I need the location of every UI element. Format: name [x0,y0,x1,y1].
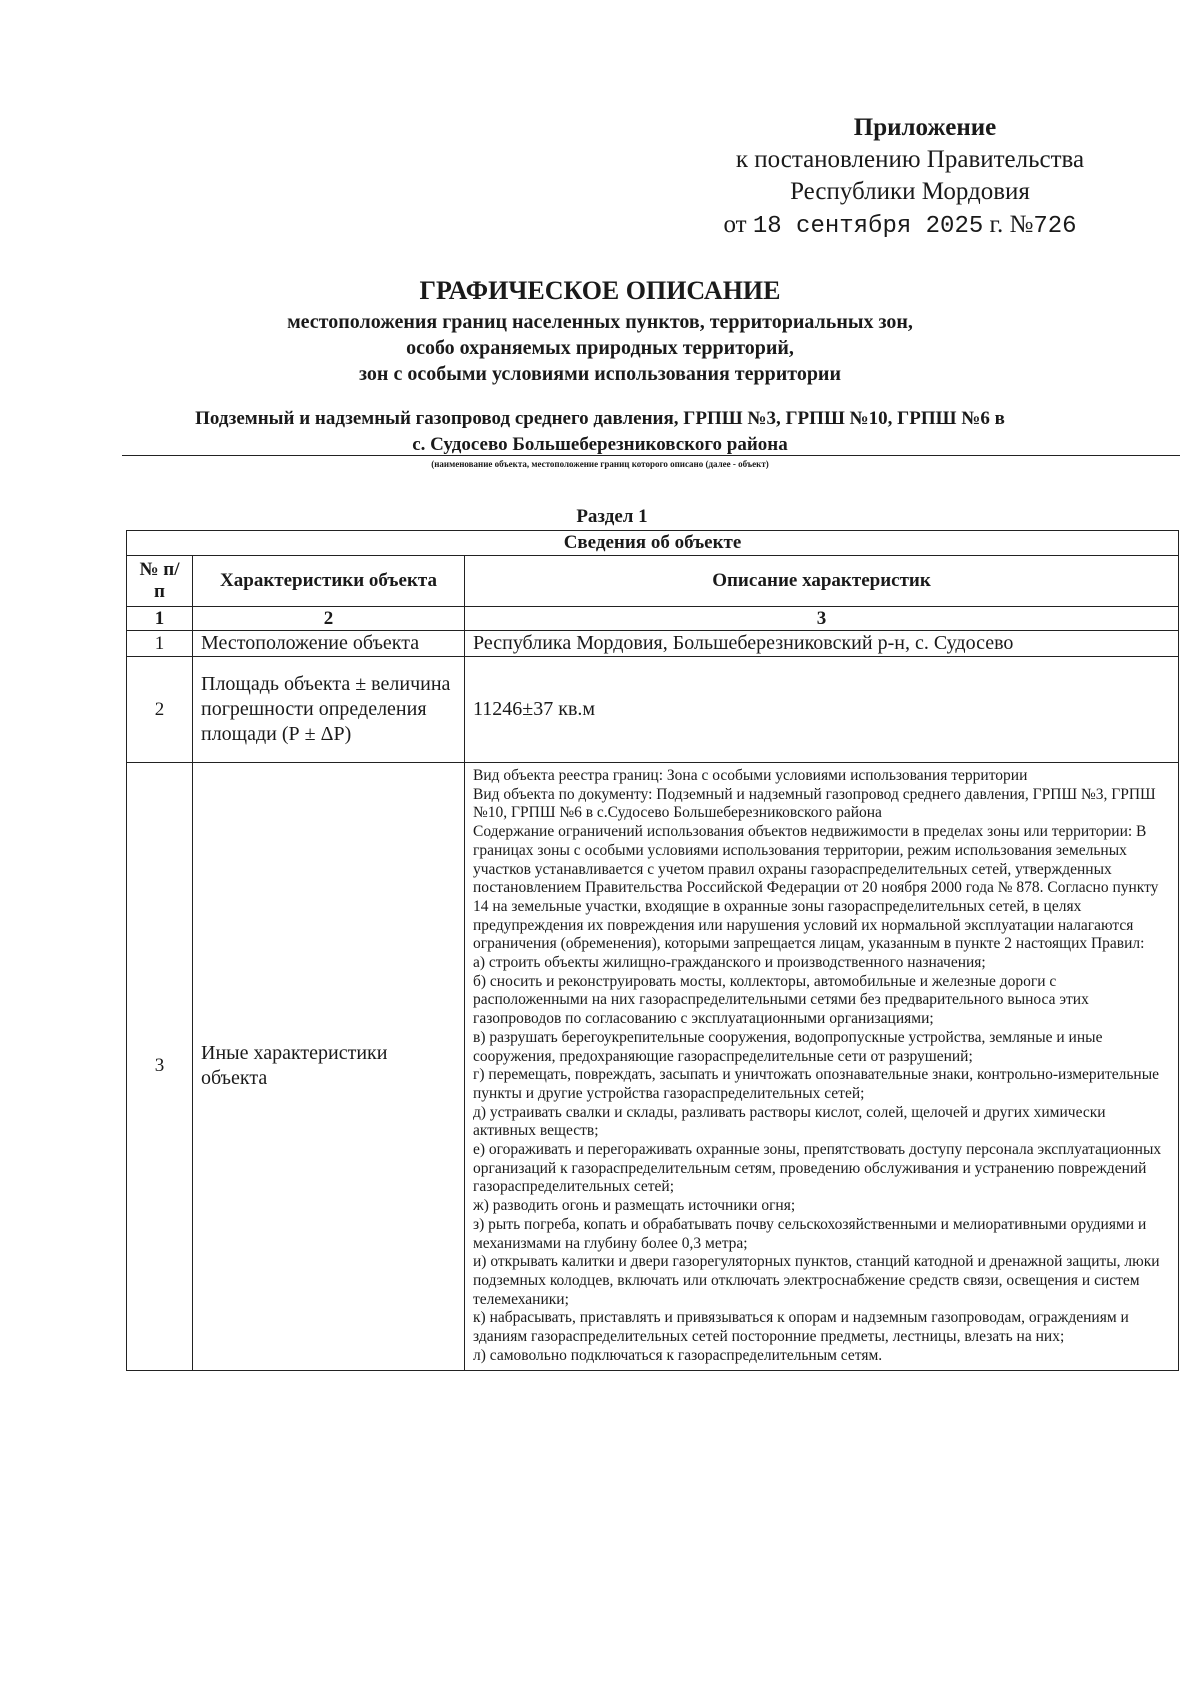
subtitle-line: особо охраняемых природных территорий, [406,337,794,359]
description-paragraph: ж) разводить огонь и размещать источники огня; [473,1197,796,1215]
document-title: ГРАФИЧЕСКОЕ ОПИСАНИЕ [419,276,781,305]
description-paragraph: л) самовольно подключаться к газораспределительным сетям. [473,1346,883,1364]
header-num: № п/п [127,556,193,607]
header-description: Описание характеристик [465,556,1179,607]
row-characteristic: Площадь объекта ± величина погрешности определения площади (Р ± ΔР) [193,657,465,763]
description-paragraph: а) строить объекты жилищно-гражданского и производственного назначения; [473,954,986,972]
description-paragraph: Содержание ограничений использования объектов недвижимости в пределах зоны или территории: В границах зоны с особыми условиями использования территории, режим использования земельных участков устанавливается с учетом правил охраны газораспределительных сетей, утвержденных постановлением Правительства Российской Федерации от 20 ноября 2000 года № 878. Согласно пункту 14 на земельные участки, входящие в охранные зоны газораспределительных сетей, в целях предупреждения их повреждения или нарушения условий их нормальной эксплуатации налагаются ограничения (обременения), которыми запрещается лицам, указанным в пункте 2 настоящих Правил: [473,823,1159,953]
description-paragraph: в) разрушать берегоукрепительные сооружения, водопропускные устройства, земляные и иные сооружения, предохраняющие газораспределительные сети от разрушений; [473,1028,1103,1065]
decree-number: 726 [1033,213,1077,240]
description-paragraph: и) открывать калитки и двери газорегуляторных пунктов, станций катодной и дренажной защиты, люки подземных колодцев, включать или отключать электроснабжение средств связи, освещения и систем телемеханики; [473,1253,1160,1308]
object-name-line: с. Судосево Большеберезниковского района [412,434,788,455]
row-description: Республика Мордовия, Большеберезниковский р-н, с. Судосево [465,631,1179,657]
table-row [127,763,1179,1371]
date-value: 18 сентября 2025 [752,213,984,240]
description-paragraph: б) сносить и реконструировать мосты, коллекторы, автомобильные и железные дороги с расположенными на них газораспределительными сетями без предварительного выноса этих газопроводов по согласованию с эксплуатационными организациями; [473,972,1089,1028]
row-characteristic: Иные характеристики объекта [193,763,465,1371]
row-number: 2 [127,657,193,763]
object-name-line: Подземный и надземный газопровод среднего давления, ГРПШ №3, ГРПШ №10, ГРПШ №6 в [195,408,1005,429]
row-description: 11246±37 кв.м [465,657,1179,763]
document-subtitle [0,309,1200,387]
date-mid: г. № [989,211,1034,238]
table-row [127,631,1179,657]
column-number: 3 [465,607,1179,631]
column-number: 1 [127,607,193,631]
row-description-list [465,763,1179,1371]
column-number: 2 [193,607,465,631]
table-caption: Сведения об объекте [127,531,1179,556]
appendix-line-1: к постановлению Правительства [735,146,1085,173]
description-paragraph: д) устраивать свалки и склады, разливать растворы кислот, солей, щелочей и других химически активных веществ; [473,1103,1106,1140]
appendix-title: Приложение [853,114,997,141]
description-paragraph: з) рыть погреба, копать и обрабатывать почву сельскохозяйственными и мелиоративными орудиями и механизмами на глубину более 0,3 метра; [473,1215,1147,1252]
section-title: Раздел 1 [576,506,648,527]
object-underline [122,455,1180,456]
appendix-line-2: Республики Мордовия [790,178,1030,205]
description-paragraph: Вид объекта по документу: Подземный и надземный газопровод среднего давления, ГРПШ №3, ГРПШ №10, ГРПШ №6 в с.Судосево Большеберезниковского района [473,785,1156,822]
header-characteristic: Характеристики объекта [193,556,465,607]
appendix-date-line [680,208,1120,244]
object-note: (наименование объекта, местоположение границ которого описано (далее - объект) [431,459,769,469]
row-number: 3 [127,763,193,1371]
description-paragraph: г) перемещать, повреждать, засыпать и уничтожать опознавательные знаки, контрольно-измерительные пункты и другие устройства газораспределительных сетей; [473,1066,1159,1102]
subtitle-line: местоположения границ населенных пунктов, территориальных зон, [287,311,913,333]
object-name [0,406,1200,458]
object-info-table [126,530,1179,1371]
table-row [127,657,1179,763]
row-characteristic: Местоположение объекта [193,631,465,657]
subtitle-line: зон с особыми условиями использования территории [359,363,841,385]
date-prefix: от [723,211,747,238]
description-paragraph: е) огораживать и перегораживать охранные зоны, препятствовать доступу персонала эксплуатационных организаций к газораспределительным сетям, проведению обслуживания и устранению повреждений газораспределительных сетей; [473,1141,1162,1196]
appendix-header [700,112,1120,244]
description-paragraph: Вид объекта реестра границ: Зона с особыми условиями использования территории [473,767,1028,784]
description-paragraph: к) набрасывать, приставлять и привязываться к опорам и надземным газопроводам, ограждениям и зданиям газораспределительных сетей посторонние предметы, лестницы, влезать на них; [473,1309,1129,1346]
row-number: 1 [127,631,193,657]
